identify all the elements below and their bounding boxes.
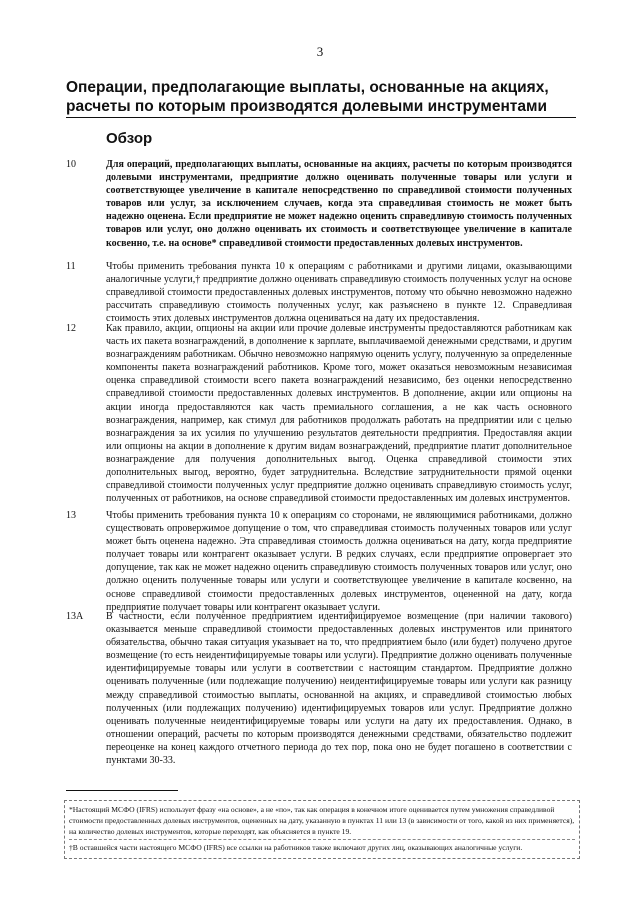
page-number: 3 <box>316 44 324 59</box>
paragraph-number: 11 <box>66 261 76 272</box>
paragraph-text: Как правило, акции, опционы на акции или прочие долевые инструменты предоставляются работникам как часть их пакета вознаграждений, в дополнение к зарплате, выплачиваемой денежными средствами, и другим вознаграждениям работникам. Обычно невозможно напрямую оценить услугу, полученную за определенные компоненты пакета вознаграждений работников. Кроме того, может оказаться невозможным независимая оценка справедливой стоимости всего пакета вознаграждений независимо, без оценки непосредственно справедливой стоимости предоставленных долевых инструментов. В дополнение, акции или опционы на акции иногда предоставляются как часть премиального соглашения, а не как часть основного вознаграждения, например, как стимул для работников продолжать работать на предприятии или с целью вознаграждения за их усилия по улучшению результатов деятельности предприятия. Предоставляя акции или опционы на акции в дополнение к другим видам вознаграждений, предприятие платит дополнительное вознаграждение для получения дополнительных выгод. Оценка справедливой стоимости этих дополнительных выгод, вероятно, будет затруднительна. Вследствие затруднительности прямой оценки справедливой стоимости полученных услуг предприятие должно оценивать справедливую стоимость услуг, полученных от работников, на основе справедливой стоимости предоставленных им долевых инструментов. <box>106 323 572 505</box>
footnote: †В оставшейся части настоящего МСФО (IFRS) все ссылки на работников также включают других лиц, оказывающих аналогичные услуги. <box>69 843 523 852</box>
paragraph-number: 12 <box>66 323 76 334</box>
overview-heading: Обзор <box>106 130 153 147</box>
paragraph-text: Чтобы применить требования пункта 10 к операциям со сторонами, не являющимися работниками, должно существовать опровержимое допущение о том, что справедливая стоимость полученных товаров или услуг может быть оценена надежно. Эта справедливая стоимость должна оцениваться на дату, когда предприятие получает товары или контрагент оказывает услуги. В редких случаях, если предприятие опровергает это допущение, так как не может надежно оценить справедливую стоимость полученных товаров или услуг, оно должно оценить полученные товары или услуги и соответствующее увеличение в капитале косвенно, на основе справедливой стоимости предоставленных долевых инструментов, оцененной на дату, когда предприятие получает товары или контрагент оказывает услуги. <box>106 510 572 613</box>
section-title: Операции, предполагающие выплаты, основанные на акциях, расчеты по которым производятся долевыми инструментами <box>66 78 576 118</box>
paragraph-number: 13 <box>66 510 76 521</box>
paragraph-number: 13А <box>66 611 84 622</box>
footnotes-box <box>64 800 580 859</box>
footnote-divider <box>69 839 575 840</box>
footnote-separator <box>66 790 178 791</box>
paragraph-text: Чтобы применить требования пункта 10 к операциям с работниками и другими лицами, оказывающими аналогичные услуги,† предприятие должно оценивать справедливую стоимость полученных услуг на основе справедливой стоимости предоставленных долевых инструментов, потому что обычно невозможно надежно рассчитать справедливую стоимость полученных услуг, как разъяснено в пункте 12. Справедливая стоимость этих долевых инструментов должна оцениваться на дату их предоставления. <box>106 261 572 325</box>
footnote: *Настоящий МСФО (IFRS) использует фразу «на основе», а не «по», так как операция в конечном итоге оценивается путем умножения справедливой стоимости предоставленных долевых инструментов, оцененных на дату, указанную в пунктах 11 или 13 (в зависимости от того, какой из них применяется), на количество долевых инструментов, которые переходят, как объясняется в пункте 19. <box>69 805 575 836</box>
paragraph-text: Для операций, предполагающих выплаты, основанные на акциях, расчеты по которым производятся долевыми инструментами, предприятие должно оценивать полученные товары или услуги и соответствующее увеличение в капитале непосредственно по справедливой стоимости полученных товаров или услуг, за исключением случаев, когда эта справедливая стоимость не может быть надежно оценена. Если предприятие не может надежно оценить справедливую стоимость полученных товаров или услуг, оно должно оценивать их стоимость и соответствующее увеличение в капитале косвенно, т.е. на основе* справедливой стоимости предоставленных долевых инструментов. <box>106 159 572 249</box>
paragraph-number: 10 <box>66 159 76 170</box>
paragraph-text: В частности, если полученное предприятием идентифицируемое возмещение (при наличии такового) оказывается меньше справедливой стоимости предоставленных долевых инструментов или принятого обязательства, обычно такая ситуация указывает на то, что предприятием было (или будет) получено другое возмещение (то есть неидентифицируемые товары или услуги). Предприятие должно оценивать полученные идентифицируемые товары или услуги в соответствии с настоящим стандартом. Предприятие должно оценивать полученные (или подлежащие получению) неидентифицируемые товары или услуги как разницу между справедливой стоимостью выплаты, основанной на акциях, и справедливой стоимостью любых полученных (или подлежащих получению) идентифицируемых товаров или услуг. Предприятие должно оценивать полученные неидентифицируемые товары или услуги на дату их предоставления. Однако, в отношении операций, расчеты по которым производятся денежными средствами, обязательство подлежит переоценке на конец каждого отчетного периода до тех пор, пока оно не будет погашено в соответствии с пунктами 30-33. <box>106 611 572 767</box>
